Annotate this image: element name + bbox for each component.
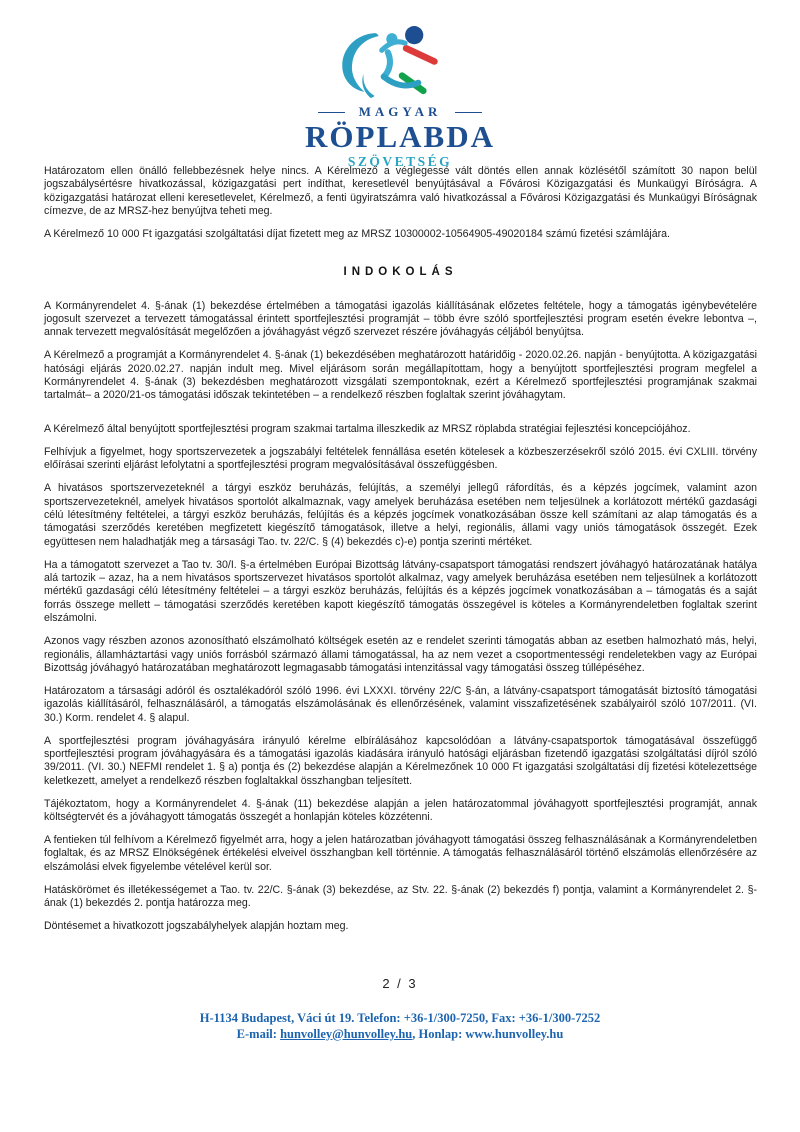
page-footer [0, 1011, 800, 1042]
paragraph-govdecree-4-1: A Kormányrendelet 4. §-ának (1) bekezdése értelmében a támogatási igazolás kiállításának előzetes feltétele, hogy a támogatás igénybevételére jogosult szervezet a tervezett támogatással érintett sportfejlesztési programját – több évre szóló sportfejlesztési program esetén évekre lebontva –, annak tervezett megvalósítását megelőzően a jóváhagyást végző szervezet részére jóváhagyás céljából benyújtsa. [44, 299, 757, 339]
section-heading-indokolas: INDOKOLÁS [343, 265, 458, 278]
footer-homepage-text: , Honlap: www.hunvolley.hu [412, 1026, 564, 1041]
paragraph-program-submitted: A Kérelmező a programját a Kormányrendelet 4. §-ának (1) bekezdésében meghatározott határidőig - 2020.02.26. napján - benyújtotta. A közigazgatási hatósági eljárás 2020.02.27. napján indult meg. Mivel eljárásom során megállapítottam, hogy a benyújtott sportfejlesztési program megfelel a Kormányrendelet 4. §-ának (3) bekezdésben meghatározott vizsgálati szempontoknak, ezért a Kérelmező sportfejlesztési programjának szakmai tartalmát– a 2020/21-os támogatási időszak tekintetében – a rendelkező részben foglaltak szerint jóváhagytam. [44, 349, 757, 402]
paragraph-fee-paid: A Kérelmező 10 000 Ft igazgatási szolgáltatási díjat fizetett meg az MRSZ 10300002-10564905-49020184 számú fizetési számlájára. [44, 228, 670, 241]
logo-text-szovetseg: SZÖVETSÉG [347, 154, 453, 169]
paragraph-publication-duty: Tájékoztatom, hogy a Kormányrendelet 4. §-ának (11) bekezdése alapján a jelen határozatommal jóváhagyott sportfejlesztési programját, annak költségtervét és a jóváhagyott támogatás összegét a honlapján köteles közzétenni. [44, 797, 757, 824]
paragraph-admin-fee-obligation: A sportfejlesztési program jóváhagyására irányuló kérelme elbírálásához kapcsolódóan a látvány-csapatsportok támogatásával összefüggő sportfejlesztési program jóváhagyására és a támogatási igazolás kiadására irányuló hatósági eljárásban fizetendő igazgatási szolgáltatási díjról szóló 39/2011. (VI. 30.) NEFMI rendelet 1. § a) pontja és (2) bekezdése alapján a Kérelmezőnek 10 000 Ft igazgatási szolgáltatási díj fizetési kötelezettsége keletkezett, amelyet a rendelkező részben foglaltakkal összhangban teljesített. [44, 734, 757, 787]
paragraph-aid-cumulation: Azonos vagy részben azonos azonosítható elszámolható költségek esetén az e rendelet szerinti támogatás abban az esetben halmozható más, helyi, regionális, államháztartási vagy uniós forrásból származó állami támogatással, ha az nem vezet a csoportmentességi rendeletekben vagy az Európai Bizottság jóváhagyó határozatában meghatározott legmagasabb támogatási intenzitással vagy támogatási összeg túllépéséhez. [44, 635, 757, 674]
mrsz-logo [0, 26, 800, 170]
document-body [44, 165, 757, 943]
paragraph-eu-commission-scope: Ha a támogatott szervezet a Tao tv. 30/I. §-a értelmében Európai Bizottság látvány-csapatsport támogatási rendszert jóváhagyó határozatának hatálya alá tartozik – azaz, ha a nem hivatásos sportszervezet hivatásos sportolót alkalmaz, vagy amelyek beruházása esetében nem teljesülnek a korlátozott mértékű gazdasági célú létesítmény feltételei – a tárgyi eszköz beruházás, felújítás és a képzés jogcímek vonatkozásában a – támogatás és a saját forrás összege mellett – támogatási szerződés keretében kapott kiegészítő támogatás összegével is köteles a Kormányrendeletben foglaltak szerint elszámolni. [44, 558, 757, 625]
logo-wordmark-magyar-row [0, 104, 800, 120]
logo-text-magyar: MAGYAR [358, 104, 442, 119]
logo-text-roplabda: RÖPLABDA [305, 119, 495, 154]
paragraph-strategy-fit: A Kérelmező által benyújtott sportfejlesztési program szakmai tartalma illeszkedik az MRSZ röplabda stratégiai fejlesztési koncepciójához. [44, 422, 691, 435]
paragraph-competence: Hatáskörömet és illetékességemet a Tao. tv. 22/C. §-ának (3) bekezdése, az Stv. 22. §-ának (2) bekezdés f) pontja, valamint a Kormányrendelet 2. §-ának (1) bekezdés 2. pontja határozza meg. [44, 883, 757, 910]
paragraph-decision-basis: Döntésemet a hivatkozott jogszabályhelyek alapján hoztam meg. [44, 920, 349, 933]
page-number: 2 / 3 [382, 976, 418, 991]
footer-address-line: H-1134 Budapest, Váci út 19. Telefon: +36-1/300-7250, Fax: +36-1/300-7252 [199, 1011, 601, 1025]
footer-email-label: E-mail: [236, 1026, 281, 1041]
logo-rule-left [318, 112, 345, 113]
paragraph-public-procurement: Felhívjuk a figyelmet, hogy sportszervezetek a jogszabályi feltételek fennállása esetén kötelesek a közbeszerzésekről szóló 2015. évi CXLIII. törvény előírásai szerinti eljárást lefolytatni a sportfejlesztési program megvalósításával összefüggésben. [44, 445, 757, 472]
logo-rule-right [455, 112, 482, 113]
volleyball-player-logo-icon [334, 26, 466, 102]
footer-contact-line [0, 1027, 800, 1043]
paragraph-appeal-notice: Határozatom ellen önálló fellebbezésnek helye nincs. A Kérelmező a véglegessé vált döntés ellen annak közlésétől számított 30 napon belül jogszabálysértésre hivatkozással, közigazgatási pert indíthat, keresetlevél benyújtásával a Fővárosi Közigazgatási és Munkaügyi Bíróságra. A közigazgatási határozat elleni keresetlevelet, Kérelmező, a fenti ügyiratszámra való hivatkozással a Fővárosi Közigazgatási és Munkaügyi Bíróságnak címezve, de az MRSZ-hez benyújtva teheti meg. [44, 165, 757, 218]
paragraph-usage-rules: A fentieken túl felhívom a Kérelmező figyelmét arra, hogy a jelen határozatban jóváhagyott támogatási összeg felhasználásának a Kormányrendeletben foglaltak, és az MRSZ Elnökségének értékelési elveivel összhangban kell történnie. A támogatás felhasználásáról történő elszámolás ellenőrzésére az elszámolási elvek figyelembe vételével kerül sor. [44, 834, 757, 873]
paragraph-professional-orgs: A hivatásos sportszervezeteknél a tárgyi eszköz beruházás, felújítás, a személyi jellegű ráfordítás, és a képzés jogcímek, valamint azon sportszervezeteknél, amelyek hivatásos sportolót alkalmaznak, vagy amelyek beruházása esetében nem teljesülnek a korlátozott mértékű gazdasági célú létesítmény feltételei, a tárgyi eszköz beruházás, felújítás és a képzés jogcímek vonatkozásában össze kell számítani az alap támogatás és a támogatási szerződés keretében megfizetett kiegészítő támogatások, illetve a helyi, regionális, állami vagy uniós támogatások összegét. Ezek együttesen nem haladhatják meg a társasági Tao. tv. 22/C. § (4) bekezdés c)-e) pontja szerinti mértéket. [44, 482, 757, 548]
footer-email-link[interactable]: hunvolley@hunvolley.hu [280, 1026, 413, 1041]
paragraph-legal-basis: Határozatom a társasági adóról és osztalékadóról szóló 1996. évi LXXXI. törvény 22/C §-án, a látvány-csapatsport támogatását biztosító támogatási igazolás kiállításáról, felhasználásáról, a támogatás elszámolásának és ellenőrzésének, valamint visszafizetésének szabályairól szóló 107/2011. (VI. 30.) Korm. rendelet 4. § alapul. [44, 684, 757, 724]
